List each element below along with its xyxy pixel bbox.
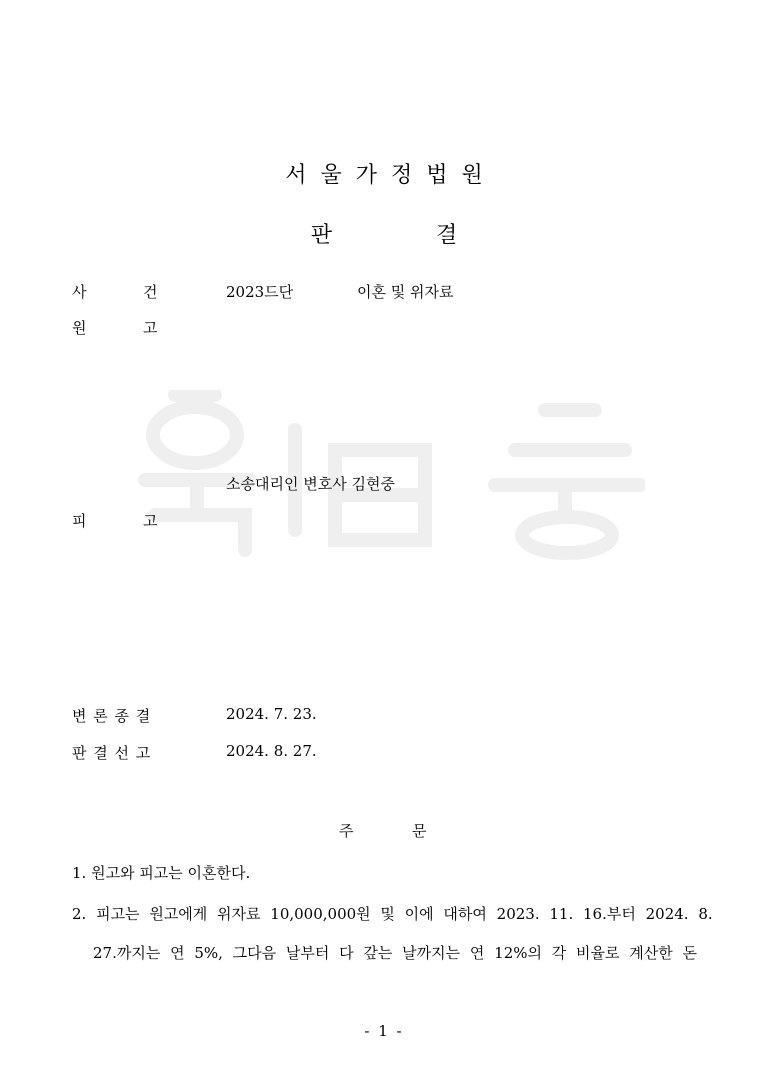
order-item-1: 1. 원고와 피고는 이혼한다. [72,864,251,882]
title-char-right: 결 [436,223,458,248]
plaintiff-attorney: 소송대리인 변호사 김현중 [226,475,395,493]
case-label-a: 사 [72,283,87,301]
defendant-label-b: 고 [143,512,158,530]
closing-label: 변 론 종 결 [72,707,151,725]
defendant-label-a: 피 [72,512,87,530]
judgment-label: 판 결 선 고 [72,744,151,762]
document-title [0,218,768,249]
case-name: 이혼 및 위자료 [357,283,454,301]
court-name: 서울가정법원 [285,163,497,188]
case-number: 2023드단 [226,283,294,301]
order-item-2-line-2: 27.까지는 연 5%, 그다음 날부터 다 갚는 날까지는 연 12%의 각 비율로 계산한 돈 [93,944,697,962]
order-heading-left: 주 [339,822,354,840]
closing-date: 2024. 7. 23. [226,705,317,723]
case-label-b: 건 [143,283,158,301]
order-item-2-line-1: 2. 피고는 원고에게 위자료 10,000,000원 및 이에 대하여 2023. 11. 16.부터 2024. 8. [72,905,713,923]
order-heading-right: 문 [412,822,427,840]
judgment-date: 2024. 8. 27. [226,742,317,760]
plaintiff-label-a: 원 [72,319,87,337]
plaintiff-label-b: 고 [143,319,158,337]
title-char-left: 판 [310,223,332,248]
page-number: - 1 - [364,1022,404,1040]
